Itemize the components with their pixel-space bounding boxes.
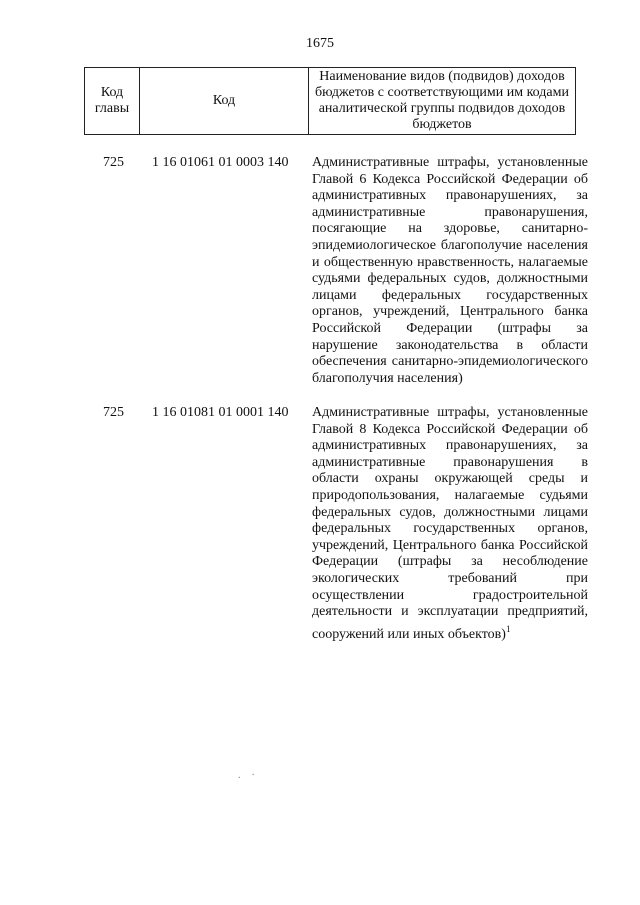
row-code: 1 16 01061 01 0003 140 xyxy=(152,155,289,170)
footnote-marker: 1 xyxy=(505,623,511,634)
row-description-text: Административные штрафы, установленные Главой 8 Кодекса Российской Федерации об административных правонарушениях, за административные правонарушения в области охраны окружающей среды и природопользования, налагаемые судьями федеральных судов, должностными лицами федеральных государственных органов, учреждений, Центрального банка Российской Федерации (штрафы за несоблюдение экологических требований при осуществлении градостроительной деятельности и эксплуатации предприятий, сооружений или иных объектов) xyxy=(312,405,588,642)
table-header xyxy=(84,67,576,135)
row-description: Административные штрафы, установленные Главой 6 Кодекса Российской Федерации об административных правонарушениях, за административные правонарушения, посягающие на здоровье, санитарно-эпидемиологическое благополучие населения и общественную нравственность, налагаемые судьями федеральных судов, должностными лицами федеральных государственных органов, учреждений, Центрального банка Российской Федерации (штрафы за нарушение законодательства в области обеспечения санитарно-эпидемиологического благополучия населения) xyxy=(312,155,588,386)
row-chapter-code: 725 xyxy=(103,405,124,420)
header-code: Код xyxy=(140,68,309,135)
row-chapter-code: 725 xyxy=(103,155,124,170)
header-chapter-code: Код главы xyxy=(85,68,140,135)
row-description xyxy=(312,405,588,643)
header-name: Наименование видов (подвидов) доходов бюджетов с соответствующими им кодами аналитической группы подвидов доходов бюджетов xyxy=(309,68,576,135)
page-number: 1675 xyxy=(306,36,334,51)
row-code: 1 16 01081 01 0001 140 xyxy=(152,405,289,420)
scan-artifact: . · xyxy=(238,770,257,781)
